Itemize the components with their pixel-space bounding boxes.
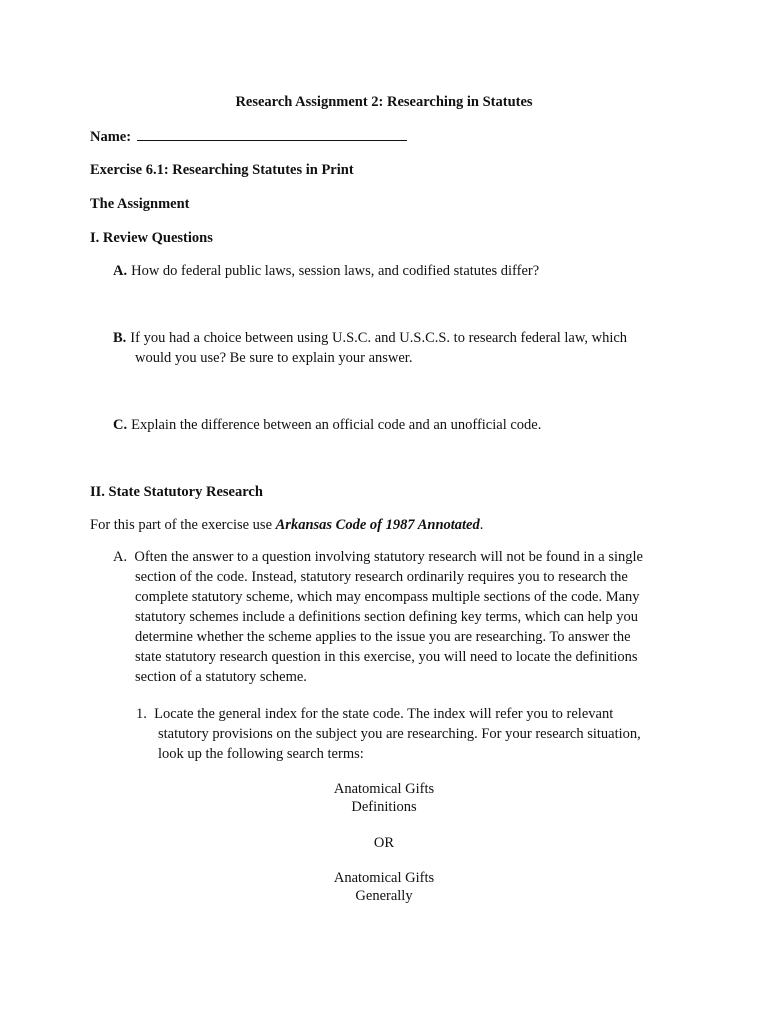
question-label: B.: [113, 330, 127, 346]
item-1-line: look up the following search terms:: [158, 746, 364, 762]
question-text-line: would you use? Be sure to explain your answer.: [135, 350, 413, 366]
review-question-b: [113, 328, 673, 368]
item-a-line: section of a statutory scheme.: [135, 669, 307, 685]
item-1-label: 1.: [136, 706, 147, 722]
search-term: Generally: [355, 888, 413, 904]
document-title: Research Assignment 2: Researching in Statutes: [235, 94, 533, 110]
item-1-paragraph: [136, 704, 696, 764]
search-term: Anatomical Gifts: [333, 870, 435, 886]
question-text-line: If you had a choice between using U.S.C. and U.S.C.S. to research federal law, which: [130, 330, 628, 346]
review-question-c: [113, 415, 673, 435]
section-2-heading: II. State Statutory Research: [90, 484, 263, 500]
question-text-line: How do federal public laws, session laws, and codified statutes differ?: [131, 263, 540, 279]
item-a-line: state statutory research question in this exercise, you will need to locate the definitions: [135, 649, 638, 665]
question-label: A.: [113, 263, 128, 279]
search-term-group-1: [0, 779, 768, 817]
item-a-line: complete statutory scheme, which may encompass multiple sections of the code. Many: [135, 589, 640, 605]
question-label: C.: [113, 417, 128, 433]
review-question-a: [113, 261, 673, 281]
name-field-row: [90, 126, 407, 147]
question-text-line: Explain the difference between an official code and an unofficial code.: [131, 417, 542, 433]
section-2-intro: [90, 515, 483, 535]
item-a-line: A. Often the answer to a question involving statutory research will not be found in a single: [113, 549, 643, 565]
assignment-heading: The Assignment: [90, 196, 190, 212]
search-term-group-2: [0, 868, 768, 906]
item-1-line: 1. Locate the general index for the state code. The index will refer you to relevant: [136, 706, 614, 722]
item-1-line: statutory provisions on the subject you are researching. For your research situation,: [158, 726, 641, 742]
item-a-line: section of the code. Instead, statutory research ordinarily requires you to research the: [135, 569, 628, 585]
exercise-heading: Exercise 6.1: Researching Statutes in Print: [90, 162, 354, 178]
intro-prefix: For this part of the exercise use: [90, 517, 276, 533]
name-label: Name:: [90, 129, 132, 145]
section-1-heading: I. Review Questions: [90, 230, 213, 246]
search-term: Definitions: [351, 799, 417, 815]
search-term: Anatomical Gifts: [333, 781, 435, 797]
item-a-line: statutory schemes include a definitions section defining key terms, which can help you: [135, 609, 638, 625]
item-a-label: A.: [113, 549, 128, 565]
intro-suffix: .: [479, 517, 484, 533]
search-term-separator: OR: [373, 835, 395, 851]
item-a-line: determine whether the scheme applies to the issue you are researching. To answer the: [135, 629, 631, 645]
intro-source-title: Arkansas Code of 1987 Annotated: [275, 517, 480, 533]
item-a-paragraph: [113, 547, 673, 687]
name-blank-line: [137, 126, 407, 141]
